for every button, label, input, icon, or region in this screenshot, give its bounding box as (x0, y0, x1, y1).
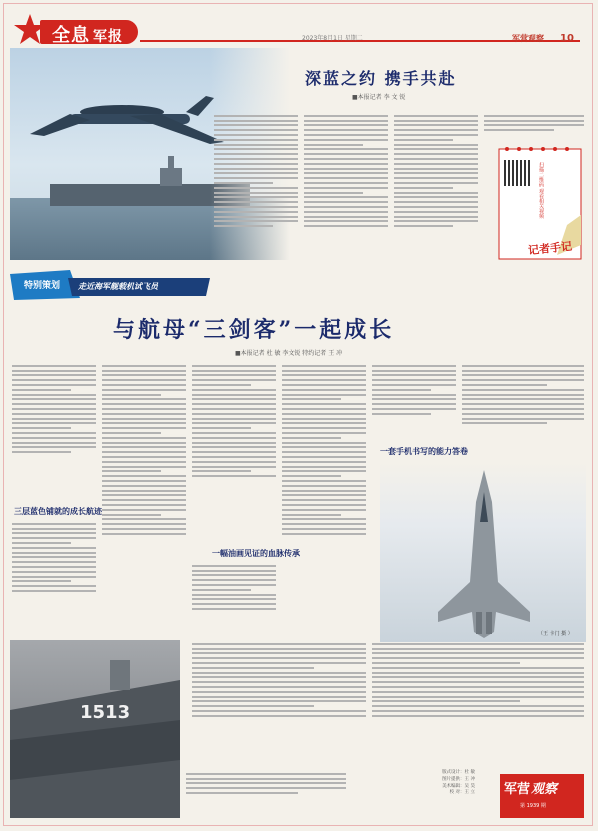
main-body-col-1 (12, 362, 96, 502)
banner-text: 走近海军舰载机试飞员 (78, 281, 158, 291)
qr-code[interactable] (504, 160, 530, 186)
main-headline: 与航母“三剑客”一起成长 (113, 317, 395, 343)
section-heading-3: 一套手机书写的能力答卷 (380, 446, 468, 456)
issue-date: 2023年8月1日 星期二 (302, 35, 363, 42)
page-number: 10 (560, 33, 574, 44)
top-article-body-3 (394, 112, 478, 262)
main-byline: ■本报记者 杜 敏 李文锐 特约记者 王 冲 (235, 350, 343, 357)
logo-issue: 第 1939 期 (520, 803, 546, 809)
main-body-col-2 (102, 362, 186, 636)
main-body-col-6 (462, 362, 584, 458)
main-body-col-3b (192, 562, 276, 636)
top-article-body-1 (214, 112, 298, 262)
credits: 版式设计：杜 敏 图片提供：王 冲 美术编辑：吴 昊 校 对：王 立 (442, 770, 475, 796)
top-headline: 深蓝之约 携手共赴 (305, 69, 457, 88)
top-article-body-2 (304, 112, 388, 262)
section-tag-label: 全息 军报 (52, 25, 123, 46)
warship-photo (10, 640, 180, 818)
notebook-title: 记者手记 (527, 239, 573, 258)
logo-text-a: 军营 (504, 782, 531, 797)
main-body-col-1b (12, 520, 96, 636)
qr-caption: 扫描二维码 观看相关视频 (538, 162, 544, 219)
top-byline: ■本报记者 李 文 锐 (352, 94, 406, 101)
main-body-col-9 (192, 640, 366, 766)
logo-text-b: 观察 (531, 782, 558, 797)
column-name: 军营观察 (512, 34, 544, 43)
main-body-col-4 (282, 362, 366, 636)
photo-caption: （王 卡门 摄 ） (538, 631, 573, 637)
hull-number: 1513 (80, 702, 131, 723)
main-body-col-5 (372, 362, 456, 442)
top-article-body-4 (484, 112, 584, 148)
main-body-col-8 (372, 640, 584, 766)
main-body-col-3 (192, 362, 276, 544)
fighter-jet-photo (380, 462, 586, 642)
main-body-col-10 (186, 770, 346, 820)
section-heading-1: 三层蓝色铺就的成长航迹 (14, 506, 102, 516)
banner-tag: 特别策划 (24, 281, 61, 291)
section-heading-2: 一幅油画见证的血脉传承 (212, 548, 300, 558)
